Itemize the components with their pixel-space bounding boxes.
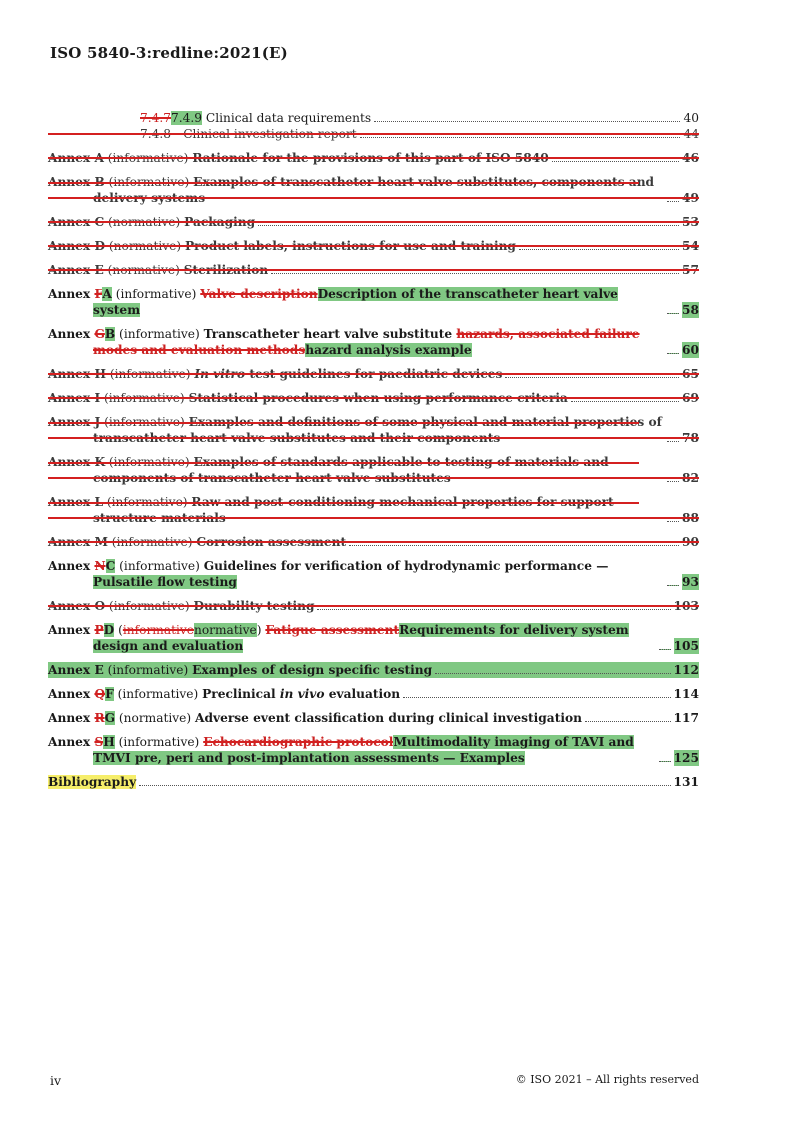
toc-page-number: 105 xyxy=(673,639,699,653)
toc-title-segment: Annex J xyxy=(48,415,101,429)
toc-page-number: 82 xyxy=(682,471,699,485)
toc-entry-annexG2[interactable] xyxy=(48,710,699,726)
toc-title-segment: Annex xyxy=(48,735,95,749)
toc-title-segment: Examples of transcatheter heart valve substitutes, components and delivery systems xyxy=(93,175,655,205)
toc-title-segment: S xyxy=(94,735,104,749)
toc-page-number: 117 xyxy=(673,711,699,725)
toc-title-segment: Annex xyxy=(48,327,95,341)
toc-title-segment: Examples of design specific testing xyxy=(192,663,433,677)
toc-page-number: 58 xyxy=(682,303,699,317)
toc-page-number: 103 xyxy=(673,599,699,613)
toc-title-segment: A xyxy=(102,287,112,301)
toc-title-segment: test guidelines for paediatric devices xyxy=(245,367,503,381)
toc-entry-annexH2[interactable] xyxy=(48,734,699,766)
dot-leader xyxy=(585,721,671,722)
dot-leader xyxy=(317,609,670,610)
table-of-contents xyxy=(48,110,699,798)
dot-leader xyxy=(374,121,680,122)
toc-entry-annexJ[interactable] xyxy=(48,414,699,446)
toc-page-number: 90 xyxy=(682,535,699,549)
toc-title-segment: N xyxy=(94,559,106,573)
dot-leader xyxy=(403,697,670,698)
toc-entry-title xyxy=(48,774,136,790)
toc-entry-title xyxy=(48,734,656,766)
dot-leader xyxy=(659,649,671,650)
toc-page-number: 53 xyxy=(682,215,699,229)
toc-entry-title xyxy=(48,286,664,318)
dot-leader xyxy=(349,545,679,546)
toc-entry-annexD[interactable] xyxy=(48,238,699,254)
toc-entry-biblio[interactable] xyxy=(48,774,699,790)
dot-leader xyxy=(571,401,679,402)
toc-entry-title xyxy=(48,454,664,486)
toc-title-segment: P xyxy=(94,623,104,637)
toc-title-segment: Annex xyxy=(48,687,95,701)
toc-title-segment: Description of the transcatheter heart valve system xyxy=(93,287,618,317)
toc-title-segment: Product labels, instructions for use and training xyxy=(185,239,516,253)
toc-title-segment: In vitro xyxy=(194,367,246,381)
toc-title-segment: F xyxy=(105,687,114,701)
toc-title-segment: (normative) xyxy=(103,263,184,277)
toc-page-number: 46 xyxy=(682,151,699,165)
toc-entry-title xyxy=(48,494,664,526)
toc-title-segment: Raw and post-conditioning mechanical properties for support structure materials xyxy=(93,495,614,525)
dot-leader xyxy=(360,137,681,138)
toc-title-segment: (informative) xyxy=(100,391,189,405)
toc-title-segment: Fatigue assessment xyxy=(265,623,400,637)
toc-title-segment: Clinical data requirements xyxy=(202,111,372,125)
toc-entry-annexF2[interactable] xyxy=(48,686,699,702)
toc-title-segment: Statistical procedures when using performance criteria xyxy=(188,391,568,405)
toc-title-segment: Sterilization xyxy=(183,263,269,277)
toc-title-segment: (normative) xyxy=(105,239,186,253)
toc-title-segment: evaluation xyxy=(324,687,401,701)
toc-title-segment: (informative) xyxy=(105,599,194,613)
toc-page-number: 131 xyxy=(673,775,699,789)
dot-leader xyxy=(667,441,679,442)
toc-page-number: 60 xyxy=(682,343,699,357)
toc-page-number: 112 xyxy=(673,663,699,677)
dot-leader xyxy=(667,313,679,314)
toc-title-segment: Annex B xyxy=(48,175,105,189)
toc-title-segment: (informative) xyxy=(103,495,192,509)
toc-title-segment: Annex O xyxy=(48,599,106,613)
toc-title-segment: (informative) xyxy=(103,663,193,677)
dot-leader xyxy=(552,161,679,162)
toc-entry-title xyxy=(48,622,656,654)
toc-title-segment: Echocardiographic protocol xyxy=(203,735,394,749)
toc-page-number: 54 xyxy=(682,239,699,253)
toc-page-number: 49 xyxy=(682,191,699,205)
document-header: ISO 5840-3:redline:2021(E) xyxy=(50,44,288,62)
dot-leader xyxy=(667,521,679,522)
page-number: iv xyxy=(50,1073,62,1088)
dot-leader xyxy=(271,273,679,274)
toc-title-segment: Rationale for the provisions of this part of ISO 5840 xyxy=(192,151,549,165)
toc-title-segment: Guidelines for verification of hydrodynamic performance — xyxy=(203,559,609,573)
toc-title-segment: Annex E xyxy=(48,663,104,677)
toc-title-segment: Annex xyxy=(48,711,95,725)
toc-entry-annexO[interactable] xyxy=(48,598,699,614)
toc-entry-title xyxy=(48,366,502,382)
toc-page-number: 93 xyxy=(682,575,699,589)
toc-title-segment: Requirements for delivery system design and evaluation xyxy=(93,623,629,653)
toc-title-segment: Annex A xyxy=(48,151,104,165)
toc-title-segment: B xyxy=(104,327,116,341)
toc-entry-title xyxy=(48,414,664,446)
toc-title-segment: (informative) xyxy=(111,287,201,301)
toc-title-segment: Bibliography xyxy=(48,775,137,789)
toc-entry-title xyxy=(48,558,664,590)
toc-title-segment: (informative) xyxy=(107,535,197,549)
toc-title-segment: G xyxy=(104,711,116,725)
copyright-notice: © ISO 2021 – All rights reserved xyxy=(515,1073,699,1086)
toc-page-number: 57 xyxy=(682,263,699,277)
toc-title-segment: (normative) xyxy=(115,711,196,725)
toc-title-segment: H xyxy=(103,735,115,749)
toc-page-number: 114 xyxy=(673,687,699,701)
toc-entry-annexB[interactable] xyxy=(48,174,699,206)
toc-entry-title xyxy=(48,174,664,206)
toc-entry-title xyxy=(48,710,582,726)
toc-entry-annexA[interactable] xyxy=(48,150,699,166)
toc-title-segment: normative xyxy=(193,623,257,637)
toc-entry-title xyxy=(48,598,314,614)
toc-entry-title xyxy=(48,214,255,230)
dot-leader xyxy=(667,481,679,482)
toc-title-segment: informative xyxy=(122,623,194,637)
toc-title-segment: in vivo xyxy=(279,687,325,701)
toc-title-segment: Transcatheter heart valve substitute xyxy=(203,327,457,341)
toc-title-segment: Annex E xyxy=(48,263,104,277)
toc-title-segment: Annex xyxy=(48,559,95,573)
toc-title-segment: (informative) xyxy=(115,559,204,573)
dot-leader xyxy=(505,377,679,378)
toc-title-segment: ) xyxy=(256,623,266,637)
toc-title-segment: hazard analysis example xyxy=(305,343,472,357)
toc-title-segment: Durability testing xyxy=(193,599,315,613)
toc-title-segment: (informative) xyxy=(114,735,204,749)
toc-title-segment: hazards, associated failure modes and evaluation methods xyxy=(93,327,640,357)
toc-entry-annexL[interactable] xyxy=(48,494,699,526)
dot-leader xyxy=(258,225,679,226)
toc-title-segment: C xyxy=(105,559,116,573)
toc-title-segment: Annex D xyxy=(48,239,106,253)
toc-entry-annexE1[interactable] xyxy=(48,262,699,278)
dot-leader xyxy=(667,353,679,354)
dot-leader xyxy=(667,585,679,586)
toc-title-segment: Multimodality imaging of TAVI and TMVI pre, peri and post-implantation assessments — Examples xyxy=(93,735,634,765)
toc-entry-title xyxy=(48,534,346,550)
toc-title-segment: (informative) xyxy=(113,687,203,701)
toc-entry-annexE2[interactable] xyxy=(48,662,699,678)
toc-title-segment: Annex xyxy=(48,623,95,637)
toc-entry-title xyxy=(48,686,400,702)
toc-page-number: 125 xyxy=(673,751,699,765)
toc-title-segment: Q xyxy=(94,687,106,701)
toc-title-segment: Pulsatile flow testing xyxy=(93,575,237,589)
toc-title-segment: R xyxy=(94,711,105,725)
dot-leader xyxy=(667,201,679,202)
toc-entry-title xyxy=(48,662,432,678)
toc-entry-e748[interactable] xyxy=(48,126,699,142)
toc-entry-annexD2[interactable] xyxy=(48,622,699,654)
toc-page-number: 40 xyxy=(683,111,699,125)
dot-leader xyxy=(435,673,670,674)
toc-title-segment: G xyxy=(94,327,105,341)
toc-title-segment: (informative) xyxy=(115,327,204,341)
toc-title-segment: Adverse event classification during clinical investigation xyxy=(195,711,582,725)
toc-page-number: 69 xyxy=(682,391,699,405)
toc-entry-annexH[interactable] xyxy=(48,366,699,382)
toc-title-segment: Annex K xyxy=(48,455,106,469)
toc-title-segment: Valve description xyxy=(200,287,318,301)
toc-title-segment: Annex H xyxy=(48,367,106,381)
toc-title-segment: (informative) xyxy=(105,367,195,381)
toc-title-segment: Annex I xyxy=(48,391,101,405)
toc-title-segment: 7.4.8 Clinical investigation report xyxy=(140,127,357,141)
toc-entry-title xyxy=(48,390,568,406)
toc-page-number: 88 xyxy=(682,511,699,525)
toc-title-segment: Preclinical xyxy=(202,687,280,701)
toc-title-segment: D xyxy=(103,623,115,637)
toc-entry-title xyxy=(140,110,371,126)
toc-entry-annexI[interactable] xyxy=(48,390,699,406)
toc-title-segment: (informative) xyxy=(104,175,194,189)
toc-title-segment: Examples and definitions of some physical and material properties of transcatheter heart valve substitutes and their components xyxy=(93,415,662,445)
toc-page-number: 78 xyxy=(682,431,699,445)
toc-entry-annexC2[interactable] xyxy=(48,558,699,590)
toc-title-segment: Annex xyxy=(48,287,95,301)
toc-entry-title xyxy=(140,126,357,142)
toc-page-number: 44 xyxy=(683,127,699,141)
toc-entry-title xyxy=(48,326,664,358)
toc-entry-annexA2[interactable] xyxy=(48,286,699,318)
toc-title-segment: Annex L xyxy=(48,495,104,509)
toc-entry-e749[interactable] xyxy=(48,110,699,126)
toc-title-segment: F xyxy=(94,287,103,301)
toc-title-segment: Packaging xyxy=(184,215,256,229)
toc-entry-annexM[interactable] xyxy=(48,534,699,550)
toc-entry-title xyxy=(48,150,549,166)
toc-page-number: 65 xyxy=(682,367,699,381)
toc-title-segment: (informative) xyxy=(100,415,189,429)
toc-entry-annexK[interactable] xyxy=(48,454,699,486)
toc-title-segment: Annex C xyxy=(48,215,105,229)
toc-entry-title xyxy=(48,238,516,254)
toc-title-segment: (normative) xyxy=(104,215,185,229)
toc-entry-title xyxy=(48,262,268,278)
toc-title-segment: (informative) xyxy=(105,455,194,469)
toc-title-segment: Examples of standards applicable to testing of materials and components of transcatheter heart valve substitutes xyxy=(93,455,609,485)
toc-title-segment: Annex M xyxy=(48,535,108,549)
dot-leader xyxy=(139,785,670,786)
toc-title-segment: 7.4.7 xyxy=(140,111,172,125)
toc-entry-annexC[interactable] xyxy=(48,214,699,230)
toc-title-segment: Corrosion assessment xyxy=(196,535,347,549)
toc-title-segment: (informative) xyxy=(103,151,193,165)
dot-leader xyxy=(519,249,679,250)
toc-title-segment: 7.4.9 xyxy=(171,111,203,125)
toc-title-segment: ( xyxy=(114,623,123,637)
toc-entry-annexB2[interactable] xyxy=(48,326,699,358)
dot-leader xyxy=(659,761,671,762)
